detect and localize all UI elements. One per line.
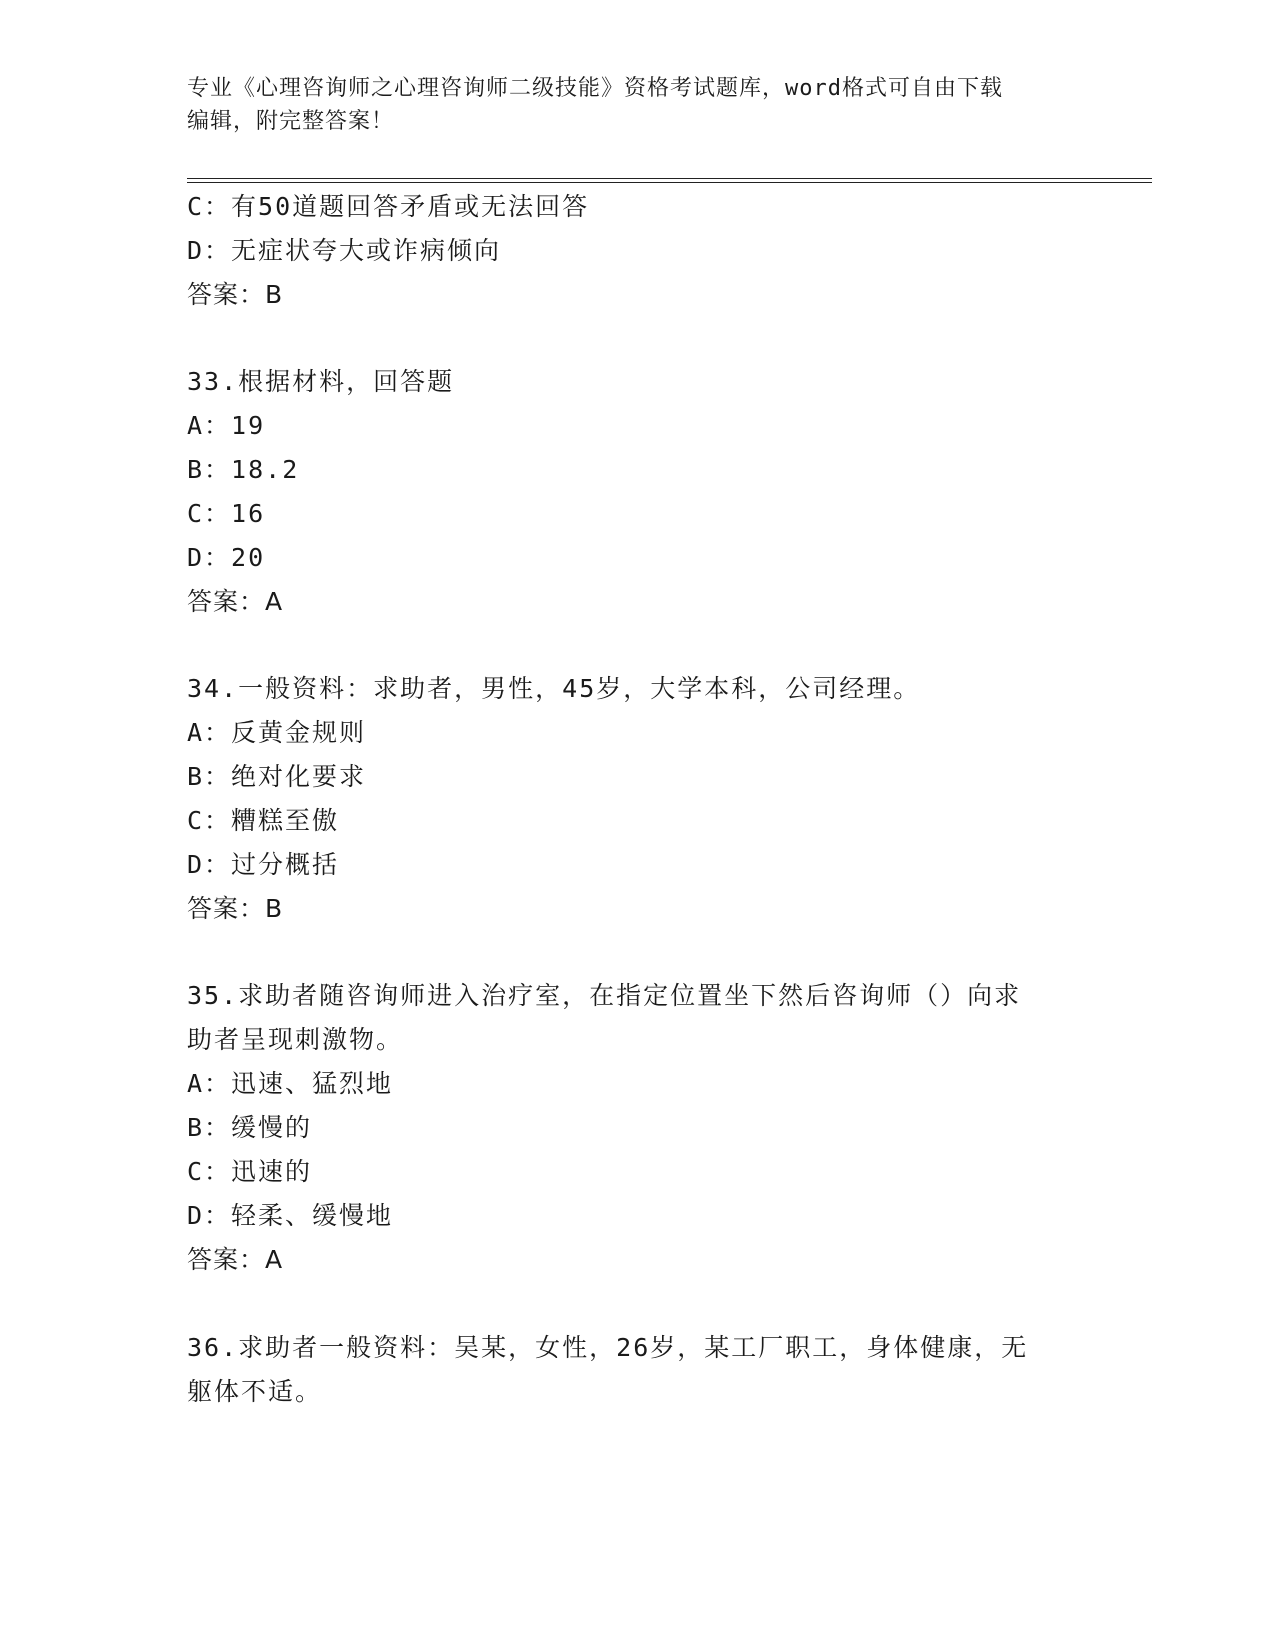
question-34: 34.一般资料：求助者，男性，45岁，大学本科，公司经理。 <box>187 674 921 703</box>
option-b-q34: B：绝对化要求 <box>187 762 367 791</box>
option-d-q34: D：过分概括 <box>187 850 340 879</box>
option-d-q35: D：轻柔、缓慢地 <box>187 1201 394 1230</box>
header-divider-bottom <box>187 182 1152 183</box>
answer-q32: 答案：B <box>187 280 284 309</box>
header-line-1: 专业《心理咨询师之心理咨询师二级技能》资格考试题库，word格式可自由下载 <box>187 76 1003 101</box>
option-a-q35: A：迅速、猛烈地 <box>187 1069 394 1098</box>
header-divider-top <box>187 178 1152 179</box>
question-33: 33.根据材料，回答题 <box>187 367 455 396</box>
option-c-q34: C：糟糕至傲 <box>187 806 340 835</box>
document-header <box>187 72 1087 138</box>
option-b-q35: B：缓慢的 <box>187 1113 313 1142</box>
answer-q35: 答案：A <box>187 1245 284 1274</box>
header-line-2: 编辑，附完整答案！ <box>187 109 395 134</box>
question-36-line-1: 36.求助者一般资料：吴某，女性，26岁，某工厂职工，身体健康，无 <box>187 1333 1029 1362</box>
question-36-line-2: 躯体不适。 <box>187 1377 323 1406</box>
option-d-q33: D：20 <box>187 543 266 572</box>
option-b-q33: B：18.2 <box>187 455 300 484</box>
option-c-q33: C：16 <box>187 499 266 528</box>
option-d-q32: D：无症状夸大或诈病倾向 <box>187 236 502 265</box>
question-35-line-1: 35.求助者随咨询师进入治疗室，在指定位置坐下然后咨询师（）向求 <box>187 981 1022 1010</box>
option-a-q34: A：反黄金规则 <box>187 718 367 747</box>
question-35-line-2: 助者呈现刺激物。 <box>187 1025 404 1054</box>
answer-q34: 答案：B <box>187 894 284 923</box>
option-a-q33: A：19 <box>187 411 266 440</box>
answer-q33: 答案：A <box>187 587 284 616</box>
option-c-q32: C：有50道题回答矛盾或无法回答 <box>187 192 590 221</box>
option-c-q35: C：迅速的 <box>187 1157 313 1186</box>
